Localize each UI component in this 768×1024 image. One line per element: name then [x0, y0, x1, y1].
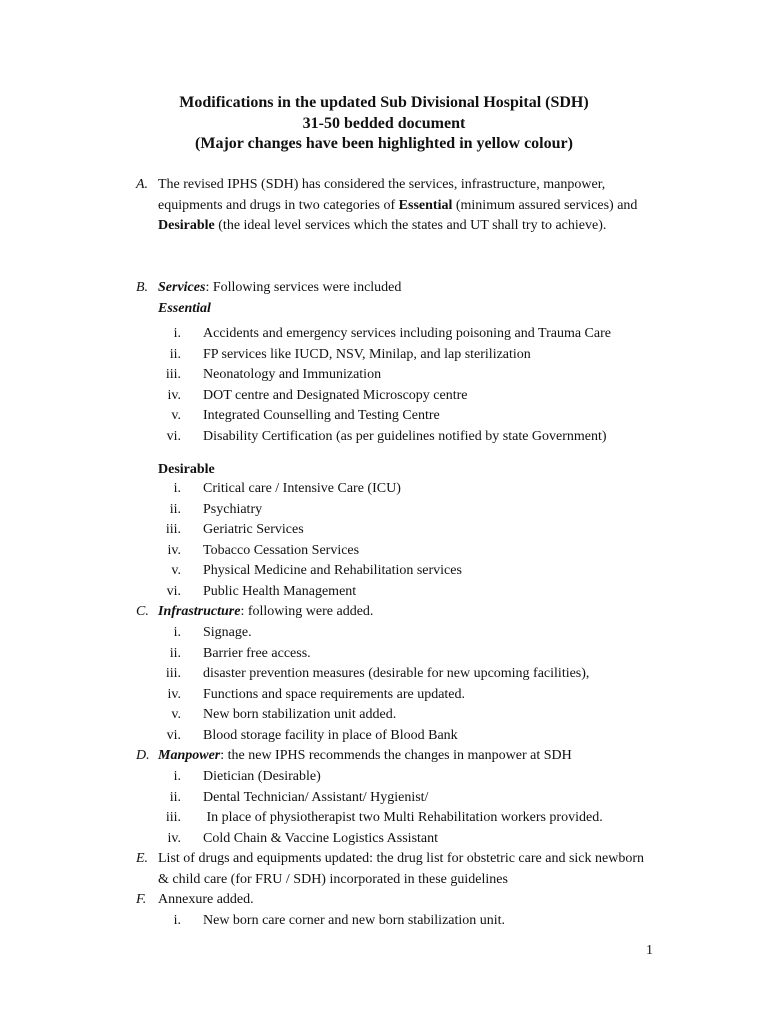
list-item: ii. FP services like IUCD, NSV, Minilap, and lap sterilization: [169, 346, 531, 362]
list-item: iv. Functions and space requirements are updated.: [167, 686, 466, 702]
essential-term: Essential: [398, 197, 453, 213]
section-f: [136, 890, 656, 911]
list-item: i. Dietician (Desirable): [173, 769, 321, 784]
essential-list: [136, 324, 656, 448]
section-a-paragraph: The revised IPHS (SDH) has considered the services, infrastructure, manpower, equipments and drugs in two categories of Essential (minimum assured services) and Desirable (the ideal level services which the states and UT shall try to achieve).: [158, 177, 638, 233]
list-item: ii. Psychiatry: [169, 501, 263, 517]
manpower-list: [136, 767, 656, 849]
page-number: 1: [646, 943, 653, 958]
title-line-3: (Major changes have been highlighted in yellow colour): [195, 135, 573, 152]
title-line-2: 31-50 bedded document: [302, 114, 466, 132]
section-letter: D.: [136, 748, 150, 763]
desirable-term: Desirable: [158, 218, 215, 233]
list-item: iv. Tobacco Cessation Services: [167, 542, 360, 558]
section-d: [136, 746, 656, 767]
annexure-list: [136, 911, 656, 932]
section-b-heading: Services: Following services were included: [158, 280, 402, 295]
section-f-text: Annexure added.: [158, 892, 254, 907]
section-letter: A.: [136, 177, 149, 192]
list-item: v. Integrated Counselling and Testing Centre: [171, 408, 440, 424]
title-line-1: Modifications in the updated Sub Divisional Hospital (SDH): [179, 94, 589, 111]
section-letter: B.: [136, 280, 149, 295]
section-e: [136, 849, 656, 890]
list-item: iii. Geriatric Services: [165, 522, 304, 538]
list-item: i. New born care corner and new born stabilization unit.: [173, 913, 506, 928]
section-letter: E.: [136, 851, 149, 866]
list-item: v. Physical Medicine and Rehabilitation services: [171, 563, 462, 579]
list-item: iii. Neonatology and Immunization: [165, 367, 382, 383]
list-item: v. New born stabilization unit added.: [171, 707, 397, 723]
desirable-list: [136, 479, 656, 603]
desirable-heading: Desirable: [158, 462, 215, 477]
list-item: iv. DOT centre and Designated Microscopy centre: [167, 387, 468, 403]
list-item: vi. Disability Certification (as per guidelines notified by state Government): [166, 428, 607, 444]
infrastructure-list: [136, 623, 656, 747]
section-c-heading: Infrastructure: following were added.: [158, 604, 374, 619]
list-item: i. Signage.: [173, 625, 252, 640]
section-e-paragraph: List of drugs and equipments updated: the drug list for obstetric care and sick newborn & child care (for FRU / SDH) incorporated in these guidelines: [158, 851, 644, 887]
list-item: iv. Cold Chain & Vaccine Logistics Assistant: [167, 830, 439, 846]
list-item: iii. disaster prevention measures (desirable for new upcoming facilities),: [165, 666, 590, 682]
section-d-heading: Manpower: the new IPHS recommends the changes in manpower at SDH: [158, 748, 572, 763]
list-item: iii. In place of physiotherapist two Multi Rehabilitation workers provided.: [165, 810, 603, 826]
section-letter: F.: [136, 892, 147, 907]
section-c: [136, 602, 656, 623]
section-letter: C.: [136, 604, 149, 619]
list-item: ii. Barrier free access.: [169, 645, 311, 661]
desirable-block: [136, 460, 656, 481]
list-item: vi. Blood storage facility in place of Blood Bank: [166, 727, 458, 743]
list-item: ii. Dental Technician/ Assistant/ Hygienist/: [169, 789, 429, 805]
list-item: i. Accidents and emergency services including poisoning and Trauma Care: [173, 326, 611, 341]
essential-heading: Essential: [158, 300, 211, 316]
section-a: [136, 175, 656, 237]
list-item: i. Critical care / Intensive Care (ICU): [173, 481, 401, 496]
section-b: [136, 278, 656, 319]
list-item: vi. Public Health Management: [166, 583, 357, 599]
document-title: [0, 93, 768, 155]
